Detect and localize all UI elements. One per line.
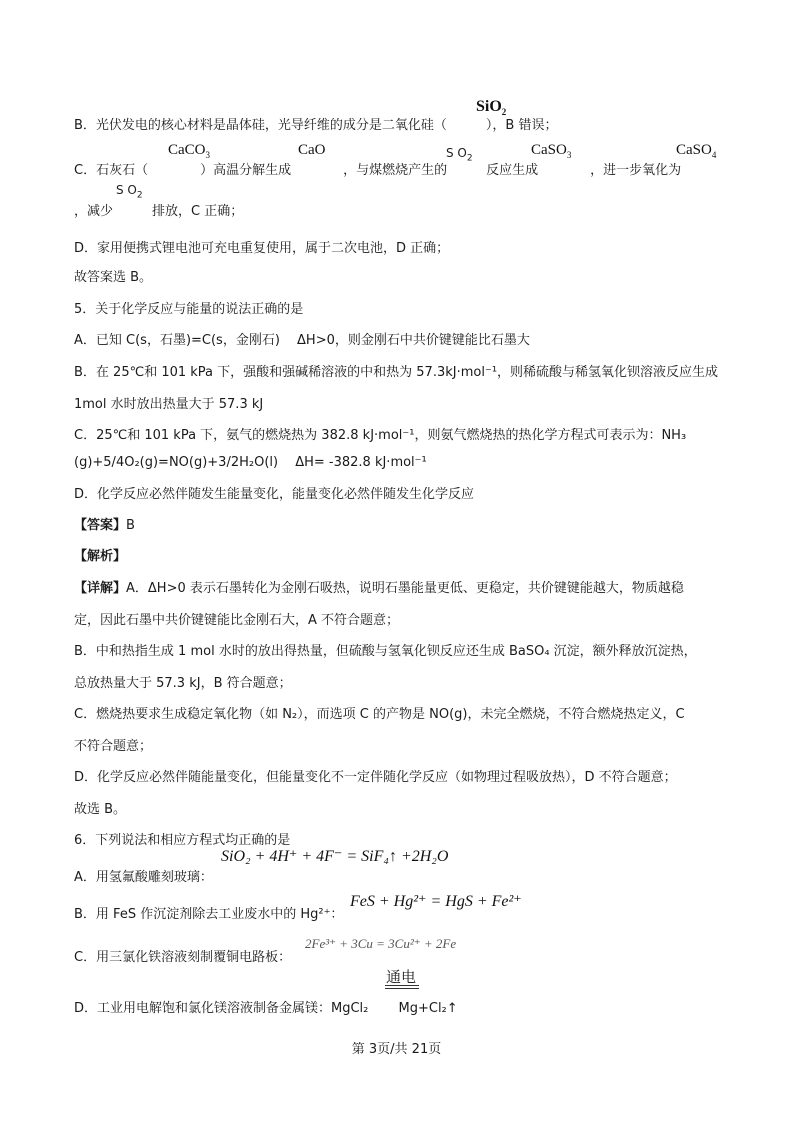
option-c-line-2: ，减少 排放，C 正确； [74,204,244,219]
q6-stem: 6．下列说法和相应方程式均正确的是 [74,833,291,848]
q5-option-a: A．已知 C(s，石墨)=C(s，金刚石) ΔH>0，则金刚石中共价键键能比石墨大 [74,333,530,348]
q5-stem: 5．关于化学反应与能量的说法正确的是 [74,302,304,317]
caso4-formula: CaSO$_4$ [676,142,717,160]
q6-equation-a: SiO₂ + 4H⁺ + 4F⁻ = SiF₄↑ +2H₂O [221,848,449,865]
q6-option-d: D．工业用电解饱和氯化镁溶液制备金属镁：MgCl₂ Mg+Cl₂↑ [74,1001,458,1016]
reaction-arrow-bar [385,985,419,989]
top-answer: 故答案选 B。 [74,270,153,285]
sio2-formula: SiO$_2$ [476,98,507,118]
q6-option-c: C．用三氯化铁溶液刻制覆铜电路板： [74,950,292,965]
q5-final-answer: 故选 B。 [74,802,127,817]
q5-option-b-cont: 1mol 水时放出热量大于 57.3 kJ [74,397,264,412]
q5-explain-a: 【详解】A．ΔH>0 表示石墨转化为金刚石吸热，说明石墨能量更低、更稳定，共价键键能越大，物质越稳 [74,581,684,596]
electrolysis-condition: 通电 [386,968,417,986]
q6-equation-b: FeS + Hg²⁺ = HgS + Fe²⁺ [350,893,522,910]
page-footer: 第 3页/共 21页 [351,1042,442,1057]
option-d-line: D．家用便携式锂电池可充电重复使用，属于二次电池，D 正确； [74,241,450,256]
q5-explain-b: B．中和热指生成 1 mol 水时的放出得热量，但硫酸与氢氧化钡反应还生成 BaSO₄ 沉淀，额外释放沉淀热， [74,644,697,659]
q5-option-b: B．在 25℃和 101 kPa 下，强酸和强碱稀溶液的中和热为 57.3kJ·mol⁻¹，则稀硫酸与稀氢氧化钡溶液反应生成 [74,365,719,380]
caso3-formula: CaSO$_3$ [531,142,572,160]
q5-explain-c-cont: 不符合题意； [74,739,153,754]
cao-formula: CaO [298,142,326,158]
q5-option-d: D．化学反应必然伴随发生能量变化，能量变化必然伴随发生化学反应 [74,487,475,502]
q5-option-c: C．25℃和 101 kPa 下，氨气的燃烧热为 382.8 kJ·mol⁻¹，则氨气燃烧热的热化学方程式可表示为：NH₃ [74,428,687,443]
so2-formula: S $O_2$ [446,146,473,164]
option-b-line: B．光伏发电的核心材料是晶体硅，光导纤维的成分是二氧化硅（ ），B 错误； [74,118,558,133]
caco3-formula: CaCO$_3$ [168,142,210,160]
q5-explain-b-cont: 总放热量大于 57.3 kJ，B 符合题意； [74,676,292,691]
q5-explain-c: C．燃烧热要求生成稳定氧化物（如 N₂），而选项 C 的产物是 NO(g)，未完全燃烧，不符合燃烧热定义，C [74,707,685,722]
q6-option-b: B．用 FeS 作沉淀剂除去工业废水中的 Hg²⁺： [74,907,344,922]
so2-formula-2: S $O_2$ [116,183,143,201]
q5-explain-a-cont: 定，因此石墨中共价键键能比金刚石大，A 不符合题意； [74,613,400,628]
q5-analysis-tag: 【解析】 [74,549,127,564]
q6-option-a: A．用氢氟酸雕刻玻璃： [74,870,213,885]
q5-answer: 【答案】B [74,518,135,533]
option-c-line: C．石灰石（ ）高温分解生成 ，与煤燃烧产生的 反应生成 ，进一步氧化为 [74,163,682,178]
q5-option-c-cont: (g)+5/4O₂(g)=NO(g)+3/2H₂O(l) ΔH= -382.8 kJ·mol⁻¹ [74,455,427,470]
q5-explain-d: D．化学反应必然伴随能量变化，但能量变化不一定伴随化学反应（如物理过程吸放热），D 不符合题意； [74,770,677,785]
q6-equation-c: 2Fe³⁺ + 3Cu = 3Cu²⁺ + 2Fe [305,936,457,951]
